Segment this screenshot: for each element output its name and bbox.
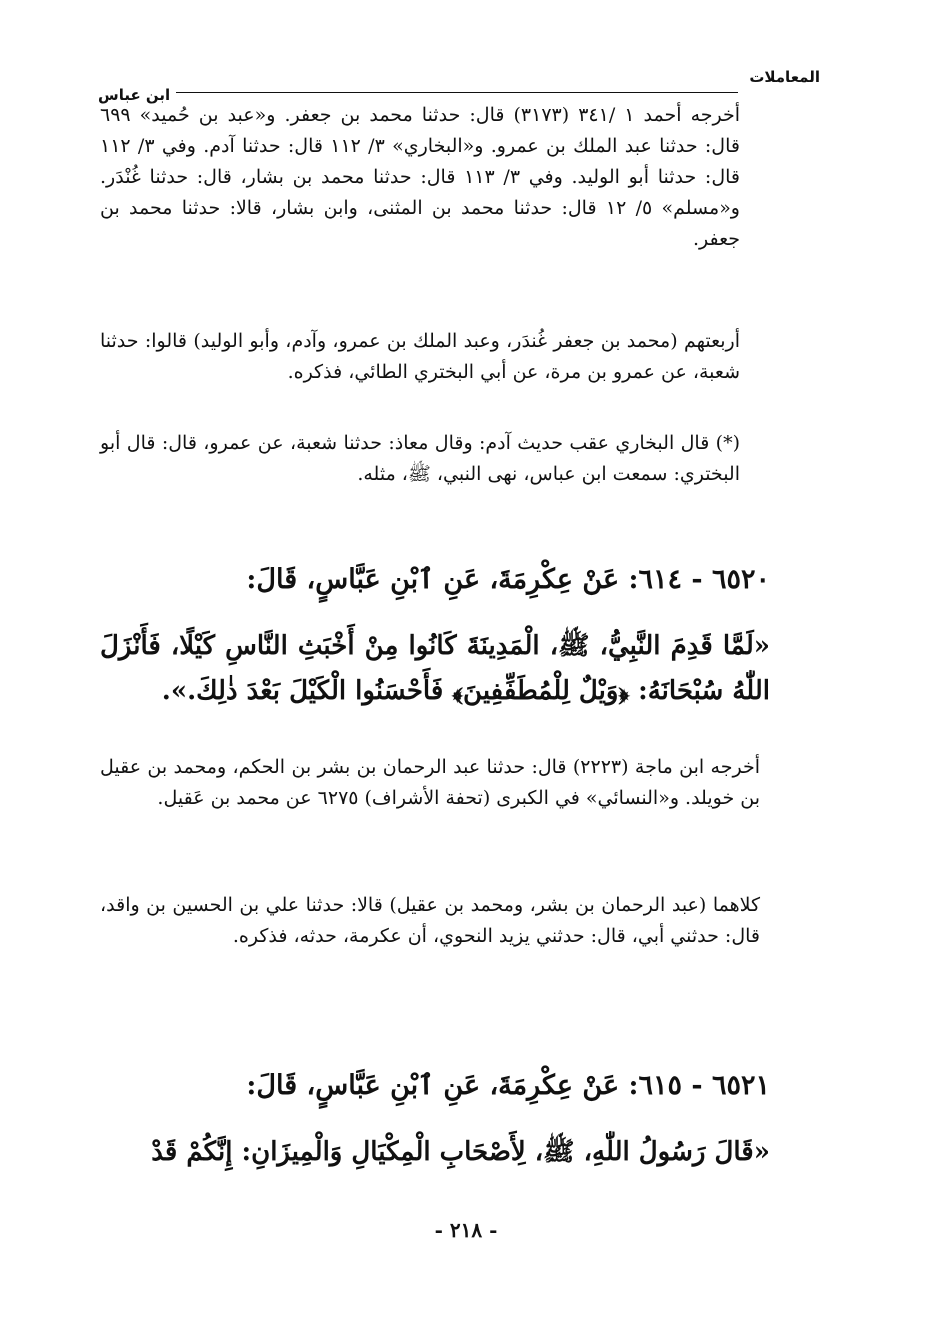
takhrij-paragraph-1: أخرجه أحمد ١ /٣٤١ (٣١٧٣) قال: حدثنا محمد بن جعفر. و«عبد بن حُميد» ٦٩٩ قال: حدثنا عبد الملك بن عمرو. و«البخاري» ٣/ ١١٢ قال: حدثنا آدم. وفي ٣/ ١١٢ قال: حدثنا أبو الوليد. وفي ٣/ ١١٣ قال: حدثنا محمد بن بشار، قال: حدثنا غُنْدَر. و«مسلم» ٥/ ١٢ قال: حدثنا محمد بن المثنى، وابن بشار، قالا: حدثنا محمد بن جعفر. [100,104,741,250]
editor-note: (*) قال البخاري عقب حديث آدم: وقال معاذ: حدثنا شعبة، عن عمرو، قال: قال أبو البختري: سمعت ابن عباس، نهى النبي، ﷺ، مثله. [100,432,740,485]
musnad-name: ابن عباس [98,86,171,104]
hadith-text-6521: «قَالَ رَسُولُ اللّٰهِ، ﷺ، لِأَصْحَابِ الْمِكْيَالِ وَالْمِيزَانِ: إِنَّكُمْ قَدْ [151,1137,770,1167]
page-number: - ٢١٨ - [434,1218,498,1242]
isnad-paragraph-2: كلاهما (عبد الرحمان بن بشر، ومحمد بن عقيل) قالا: حدثنا علي بن الحسين بن واقد، قال: حدثني أبي، قال: حدثني يزيد النحوي، أن عكرمة، حدثه، فذكره. [100,894,760,947]
section-title: المعاملات [749,68,820,86]
hadith-text-6520: «لَمَّا قَدِمَ النَّبِيُّ، ﷺ، الْمَدِينَةَ كَانُوا مِنْ أَخْبَثِ النَّاسِ كَيْلًا، فَأَنْزَلَ اللّٰهُ سُبْحَانَهُ: ﴿وَيْلٌ لِلْمُطَفِّفِينَ﴾ فَأَحْسَنُوا الْكَيْلَ بَعْدَ ذٰلِكَ.». [100,631,770,706]
hadith-heading-6520: ٦٥٢٠ - ٦١٤: عَنْ عِكْرِمَةَ، عَنِ ٱبْنِ عَبَّاسٍ، قَالَ: [246,564,770,595]
header-rule [176,92,738,93]
isnad-paragraph-1: أربعتهم (محمد بن جعفر غُندَر، وعبد الملك بن عمرو، وآدم، وأبو الوليد) قالوا: حدثنا شعبة، عن عمرو بن مرة، عن أبي البختري الطائي، فذكره. [100,330,740,383]
takhrij-paragraph-2: أخرجه ابن ماجة (٢٢٢٣) قال: حدثنا عبد الرحمان بن بشر بن الحكم، ومحمد بن عقيل بن خويلد. و«النسائي» في الكبرى (تحفة الأشراف) ٦٢٧٥ عن محمد بن عَقيل. [100,756,760,809]
hadith-heading-6521: ٦٥٢١ - ٦١٥: عَنْ عِكْرِمَةَ، عَنِ ٱبْنِ عَبَّاسٍ، قَالَ: [246,1070,770,1101]
